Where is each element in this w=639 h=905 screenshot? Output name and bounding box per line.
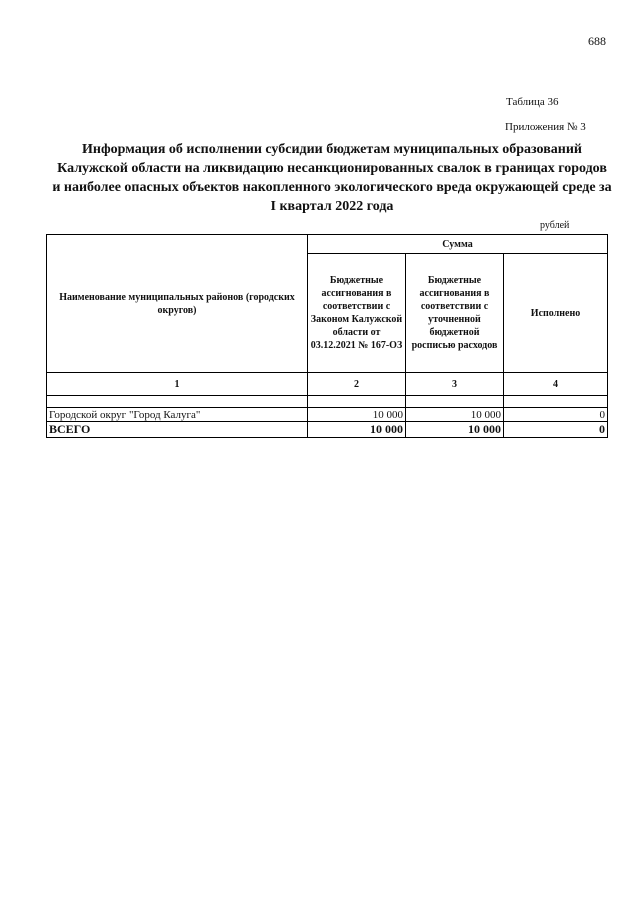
total-executed: 0 (504, 422, 608, 438)
units-label: рублей (540, 220, 570, 231)
table-row (47, 408, 608, 422)
column-number: 3 (406, 373, 504, 396)
column-number: 1 (47, 373, 308, 396)
total-revised-allocation: 10 000 (406, 422, 504, 438)
report-table (46, 234, 608, 438)
column-header-law-allocations: Бюджетные ассигнования в соответствии с Законом Калужской области от 03.12.2021 № 167-ОЗ (308, 254, 406, 373)
column-header-name: Наименование муниципальных районов (городских округов) (47, 235, 308, 373)
total-law-allocation: 10 000 (308, 422, 406, 438)
column-header-sum: Сумма (308, 235, 608, 254)
spacer-row (47, 396, 608, 408)
column-number: 4 (504, 373, 608, 396)
column-header-revised-allocations: Бюджетные ассигнования в соответствии с уточненной бюджетной росписью расходов (406, 254, 504, 373)
row-name: Городской округ "Город Калуга" (47, 408, 308, 422)
appendix-reference: Приложения № 3 (505, 121, 586, 133)
row-executed: 0 (504, 408, 608, 422)
table-reference: Таблица 36 (506, 96, 559, 108)
document-title: Информация об исполнении субсидии бюджетам муниципальных образований Калужской области на ликвидацию несанкционированных свалок в границах городов и наиболее опасных объектов накопленного экологического вреда окружающей среде за I квартал 2022 года (52, 142, 612, 214)
page-number: 688 (588, 34, 606, 48)
row-revised-allocation: 10 000 (406, 408, 504, 422)
total-label: ВСЕГО (47, 422, 308, 438)
total-row (47, 422, 608, 438)
row-law-allocation: 10 000 (308, 408, 406, 422)
column-number: 2 (308, 373, 406, 396)
column-header-executed: Исполнено (504, 254, 608, 373)
